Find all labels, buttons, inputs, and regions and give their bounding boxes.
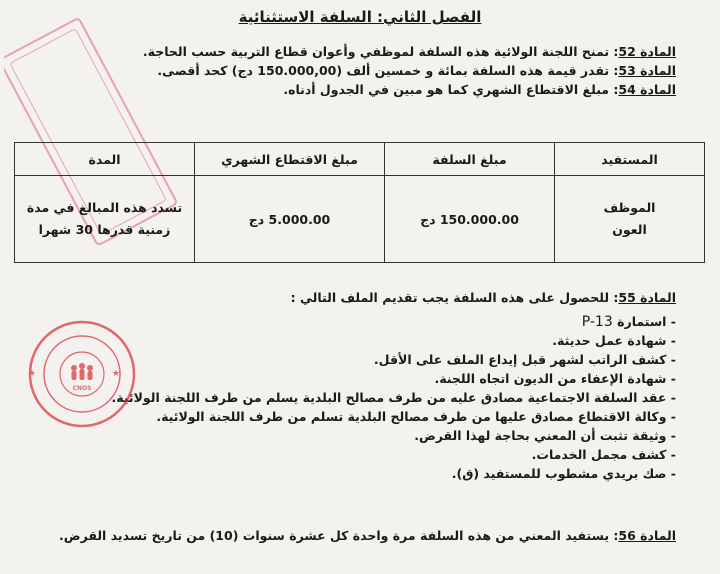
article-54 xyxy=(20,82,676,98)
header-loan-amount: مبلغ السلفة xyxy=(385,143,555,176)
table-row xyxy=(15,176,705,263)
article-55 xyxy=(20,290,676,306)
article-55-label: المادة 55 xyxy=(618,290,676,305)
list-item: - عقد السلفة الاجتماعية مصادق عليه من طرف مصالح البلدية يسلم من طرف اللجنة الولائية. xyxy=(111,390,676,405)
form-prefix: - استمارة xyxy=(612,314,676,329)
cell-duration xyxy=(15,176,195,263)
loan-table xyxy=(14,142,705,263)
article-56-text: : يستفيد المعني من هذه السلفة مرة واحدة كل عشرة سنوات (10) من تاريخ تسديد القرض. xyxy=(59,528,619,543)
list-item: - شهادة عمل حديثة. xyxy=(552,333,676,348)
beneficiary-agent: العون xyxy=(612,222,647,237)
article-52 xyxy=(20,44,676,60)
article-52-label: المادة 52 xyxy=(618,44,676,59)
list-item: - كشف الراتب لشهر قبل إيداع الملف على الأقل. xyxy=(373,352,676,367)
article-55-text: : للحصول على هذه السلفة يجب تقديم الملف التالي : xyxy=(290,290,619,305)
table-header-row xyxy=(15,143,705,176)
article-54-text: : مبلغ الاقتطاع الشهري كما هو مبين في الجدول أدناه. xyxy=(283,82,619,97)
svg-text:★: ★ xyxy=(111,369,120,379)
list-item: - وثيقة تثبت أن المعني بحاجة لهذا القرض. xyxy=(414,428,676,443)
list-item: - كشف مجمل الخدمات. xyxy=(531,447,676,462)
duration-line-2: زمنية قدرها 30 شهرا xyxy=(38,222,171,237)
chapter-title: الفصل الثاني: السلفة الاستثنائية xyxy=(238,8,482,26)
article-53-label: المادة 53 xyxy=(618,63,676,78)
article-52-text: : تمنح اللجنة الولائية هذه السلفة لموظفي وأعوان قطاع التربية حسب الحاجة. xyxy=(142,44,619,59)
article-56-label: المادة 56 xyxy=(618,528,676,543)
header-monthly-deduction: مبلغ الاقتطاع الشهري xyxy=(195,143,385,176)
stamp-center-text: CNOS xyxy=(72,385,92,392)
cell-monthly-deduction: 5.000.00 دج xyxy=(195,176,385,263)
cell-beneficiary xyxy=(555,176,705,263)
list-item: - صك بريدي مشطوب للمستفيد (ق). xyxy=(451,466,676,481)
header-beneficiary: المستفيد xyxy=(555,143,705,176)
beneficiary-employee: الموظف xyxy=(603,200,656,215)
list-item: - شهادة الإعفاء من الديون اتجاه اللجنة. xyxy=(434,371,676,386)
article-56 xyxy=(20,528,676,544)
ministry-stamp xyxy=(26,318,138,430)
header-duration: المدة xyxy=(15,143,195,176)
form-code: P-13 xyxy=(581,314,613,330)
duration-line-1: تسدد هذه المبالغ في مدة xyxy=(26,200,183,215)
article-53 xyxy=(20,63,676,79)
article-54-label: المادة 54 xyxy=(618,82,676,97)
article-53-text: : تقدر قيمة هذه السلفة بمائة و خمسين ألف (150.000,00 دج) كحد أقصى. xyxy=(157,63,619,78)
svg-text:★: ★ xyxy=(27,369,36,379)
cell-loan-amount: 150.000.00 دج xyxy=(385,176,555,263)
list-item: - وكالة الاقتطاع مصادق عليها من طرف مصالح البلدية تسلم من طرف اللجنة الولائية. xyxy=(156,409,676,424)
